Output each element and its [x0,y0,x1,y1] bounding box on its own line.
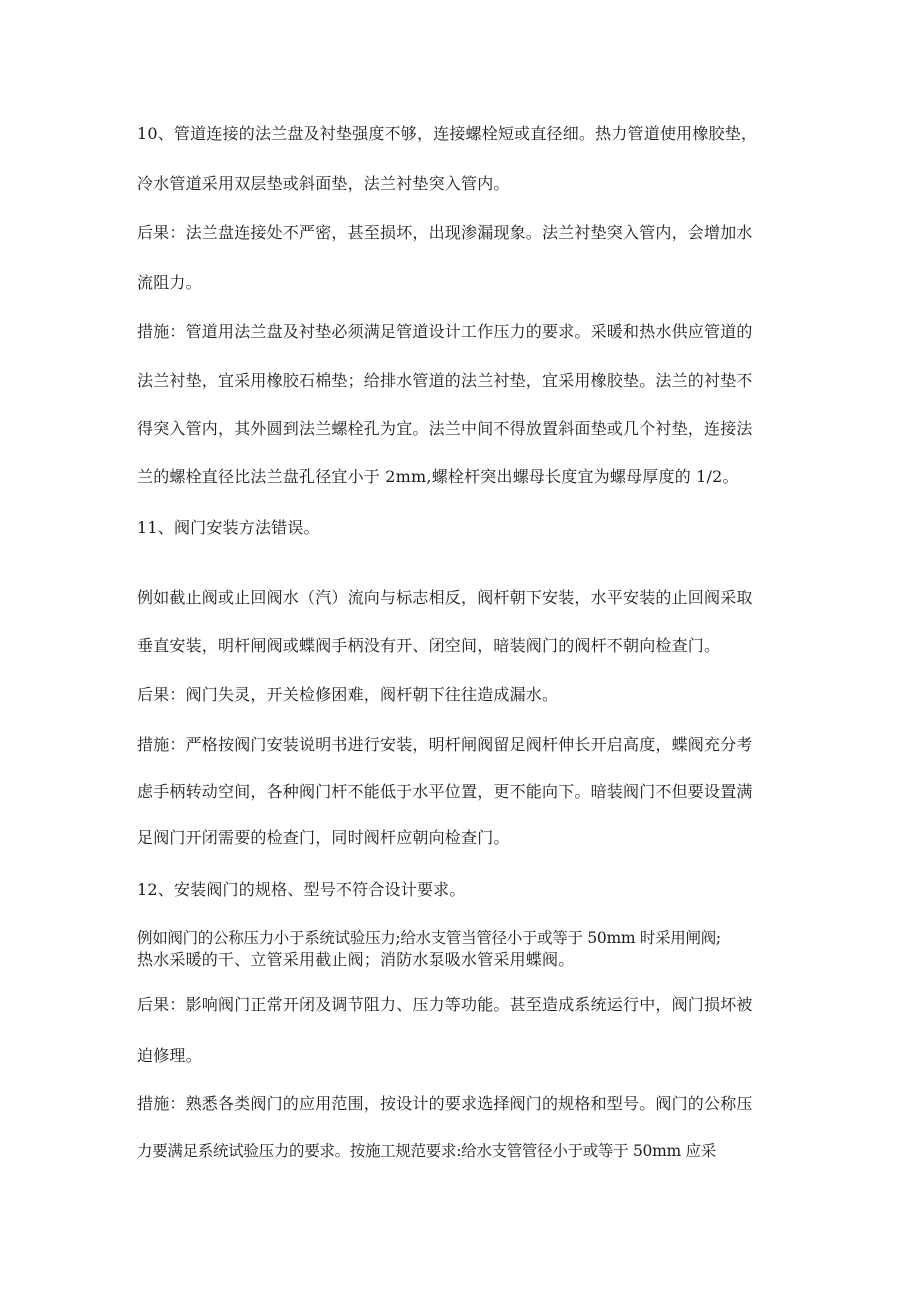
section-10-measure-line-1: 措施：管道用法兰盘及衬垫必须满足管道设计工作压力的要求。采暖和热水供应管道的 [137,322,753,341]
section-12-consequence-line-1: 后果：影响阀门正常开闭及调节阻力、压力等功能。甚至造成系统运行中，阀门损坏被 [137,995,753,1014]
section-11-heading: 11、阀门安装方法错误。 [137,518,320,537]
section-12-heading: 12、安装阀门的规格、型号不符合设计要求。 [137,880,466,899]
section-11-example-line-2: 垂直安装，明杆闸阀或蝶阀手柄没有开、闭空间，暗装阀门的阀杆不朝向检查门。 [137,636,721,655]
section-12-consequence-line-2: 迫修理。 [137,1046,202,1065]
section-10-measure-line-4: 兰的螺栓直径比法兰盘孔径宜小于 2mm,螺栓杆突出螺母长度宜为螺母厚度的 1/2。 [137,467,739,486]
section-11-measure-line-3: 足阀门开闭需要的检查门，同时阀杆应朝向检查门。 [137,828,510,847]
section-10-measure-line-3: 得突入管内，其外圆到法兰螺栓孔为宜。法兰中间不得放置斜面垫或几个衬垫，连接法 [137,419,753,438]
section-11-consequence-line-1: 后果：阀门失灵，开关检修困难，阀杆朝下往往造成漏水。 [137,685,559,704]
section-11-measure-line-2: 虑手柄转动空间，各种阀门杆不能低于水平位置，更不能向下。暗装阀门不但要设置满 [137,782,753,801]
section-12-measure-line-2: 力要满足系统试验压力的要求。按施工规范要求:给水支管管径小于或等于 50mm 应采 [137,1142,716,1160]
section-12-example-line-1: 例如阀门的公称压力小于系统试验压力;给水支管当管径小于或等于 50mm 时采用闸阀; [137,929,721,947]
section-12-measure-line-1: 措施：熟悉各类阀门的应用范围，按设计的要求选择阀门的规格和型号。阀门的公称压 [137,1094,753,1113]
section-12-example-line-2: 热水采暖的干、立管采用截止阀；消防水泵吸水管采用蝶阀。 [137,950,575,969]
section-11-example-line-1: 例如截止阀或止回阀水（汽）流向与标志相反，阀杆朝下安装，水平安装的止回阀采取 [137,588,753,607]
section-11-measure-line-1: 措施：严格按阀门安装说明书进行安装，明杆闸阀留足阀杆伸长开启高度，蝶阀充分考 [137,735,753,754]
section-10-heading-line-2: 冷水管道采用双层垫或斜面垫，法兰衬垫突入管内。 [137,174,510,193]
section-10-heading-line-1: 10、管道连接的法兰盘及衬垫强度不够，连接螺栓短或直径细。热力管道使用橡胶垫， [137,124,758,143]
section-10-consequence-line-2: 流阻力。 [137,273,202,292]
section-10-measure-line-2: 法兰衬垫，宜采用橡胶石棉垫；给排水管道的法兰衬垫，宜采用橡胶垫。法兰的衬垫不 [137,371,753,390]
section-10-consequence-line-1: 后果：法兰盘连接处不严密，甚至损坏，出现渗漏现象。法兰衬垫突入管内，会增加水 [137,223,753,242]
